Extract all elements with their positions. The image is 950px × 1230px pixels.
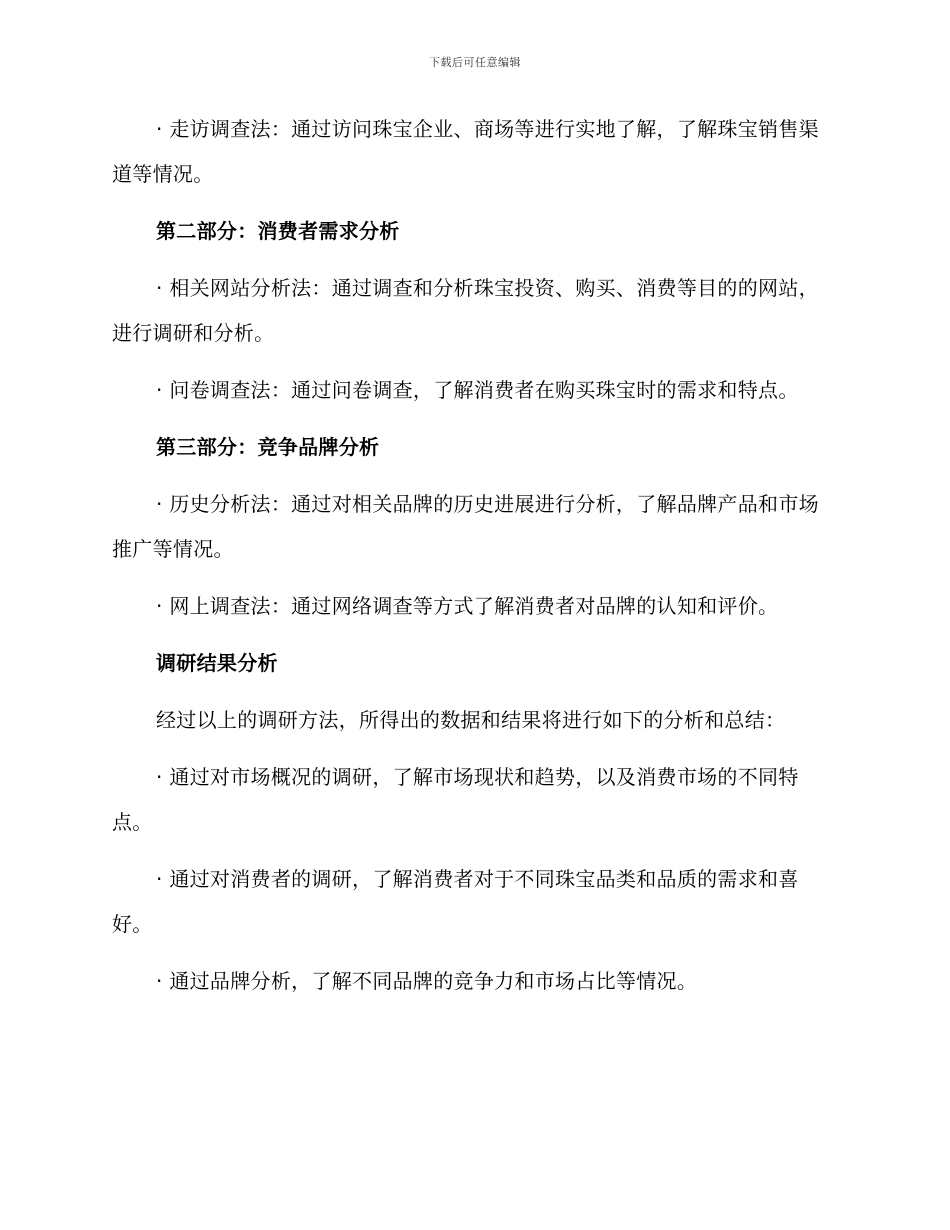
paragraph-consumer-research: · 通过对消费者的调研，了解消费者对于不同珠宝品类和品质的需求和喜好。 xyxy=(112,867,799,936)
section-heading-results: 调研结果分析 xyxy=(156,651,278,675)
paragraph-brand-analysis: · 通过品牌分析，了解不同品牌的竞争力和市场占比等情况。 xyxy=(156,969,698,993)
paragraph-results-intro: 经过以上的调研方法，所得出的数据和结果将进行如下的分析和总结： xyxy=(156,708,786,732)
paragraph-website-analysis: · 相关网站分析法：通过调查和分析珠宝投资、购买、消费等目的的网站，进行调研和分析。 xyxy=(112,276,819,345)
section-heading-consumer-demand: 第二部分：消费者需求分析 xyxy=(156,219,400,243)
section-heading-competitor-brands: 第三部分：竞争品牌分析 xyxy=(156,435,380,459)
paragraph-market-overview: · 通过对市场概况的调研，了解市场现状和趋势，以及消费市场的不同特点。 xyxy=(112,765,799,834)
paragraph-history-analysis: · 历史分析法：通过对相关品牌的历史进展进行分析，了解品牌产品和市场推广等情况。 xyxy=(112,492,819,561)
document-body xyxy=(112,107,822,1016)
paragraph-online-survey: · 网上调查法：通过网络调查等方式了解消费者对品牌的认知和评价。 xyxy=(156,594,779,618)
paragraph-visit-survey: · 走访调查法：通过访问珠宝企业、商场等进行实地了解，了解珠宝销售渠道等情况。 xyxy=(112,117,819,186)
page-header-note: 下载后可任意编辑 xyxy=(429,56,521,69)
paragraph-questionnaire: · 问卷调查法：通过问卷调查，了解消费者在购买珠宝时的需求和特点。 xyxy=(156,378,799,402)
